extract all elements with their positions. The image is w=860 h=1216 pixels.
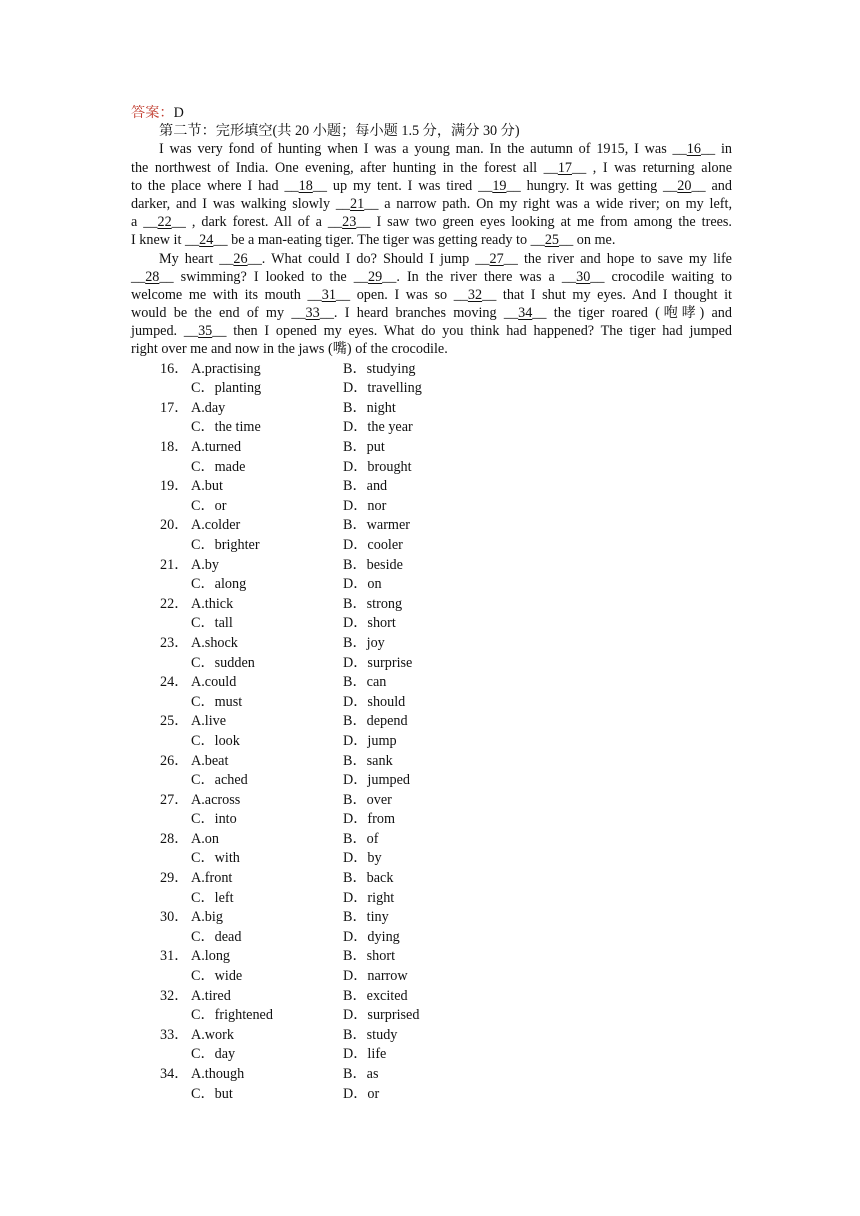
passage-text: __ , dark forest. All of a __: [171, 214, 343, 231]
option-a: A.on: [191, 830, 219, 847]
passage-line: [131, 231, 732, 249]
option-d: D．right: [343, 889, 395, 906]
option-d: D．jumped: [343, 772, 410, 789]
question-row-second: [131, 928, 732, 948]
option-c: C．must: [191, 693, 243, 710]
passage-text: welcome me with its mouth __: [131, 286, 322, 303]
question-row: [131, 830, 732, 850]
option-d: D．should: [343, 693, 406, 710]
passage-line: [131, 159, 732, 177]
option-c: C．or: [191, 497, 227, 514]
question-row: [131, 1026, 732, 1046]
option-b: B．night: [343, 399, 396, 416]
passage-line: right over me and now in the jaws (嘴) of the crocodile.: [131, 341, 448, 358]
question-row: [131, 399, 732, 419]
question-number: 18．: [160, 439, 189, 455]
option-d: D．dying: [343, 928, 400, 945]
option-a: A.day: [191, 399, 226, 416]
option-d: D．or: [343, 1085, 380, 1102]
blank-number: 23: [342, 214, 357, 231]
question-number: 32．: [160, 987, 189, 1004]
option-b: B．tiny: [343, 909, 389, 926]
question-row: [131, 516, 732, 536]
question-row-second: [131, 889, 732, 909]
question-row: [131, 634, 732, 654]
option-c: C．tall: [191, 615, 233, 632]
blank-number: 18: [298, 177, 313, 194]
passage-line: [131, 304, 732, 322]
question-number: 24．: [160, 674, 189, 691]
option-b: B．beside: [343, 556, 403, 573]
passage-text: __: [131, 268, 146, 285]
option-c: C．frightened: [191, 1007, 273, 1024]
passage-text: __ swimming? I looked to the __: [159, 268, 368, 285]
passage-text: __ up my tent. I was tired __: [312, 177, 493, 194]
question-row-second: [131, 536, 732, 556]
question-number: 33．: [160, 1026, 189, 1043]
option-a: A.by: [191, 556, 219, 573]
question-number: 17．: [160, 399, 189, 416]
option-c: C．dead: [191, 928, 242, 945]
option-c: C．brighter: [191, 536, 260, 553]
passage-line: [131, 250, 732, 268]
option-c: C．ached: [191, 772, 248, 789]
question-row: [131, 947, 732, 967]
question-number: 21．: [160, 556, 189, 573]
question-row: [131, 712, 732, 732]
option-d: D．surprised: [343, 1007, 420, 1024]
blank-number: 30: [576, 268, 591, 285]
question-number: 34．: [160, 1066, 189, 1082]
option-a: A.could: [191, 674, 237, 691]
blank-number: 24: [199, 232, 214, 249]
question-row: [131, 673, 732, 693]
answer-label: 答案：: [131, 105, 174, 121]
passage-line: [131, 177, 732, 195]
option-a: A.though: [191, 1066, 245, 1082]
option-b: B．joy: [343, 634, 385, 651]
option-d: D．by: [343, 850, 382, 867]
option-b: B．and: [343, 478, 388, 495]
option-a: A.tired: [191, 987, 231, 1004]
passage-text: __ open. I was so __: [335, 286, 468, 303]
passage-text: __. I heard branches moving __: [319, 305, 519, 322]
passage-text: __ a narrow path. On my right was a wide river; on my left,: [364, 195, 732, 212]
option-a: A.practising: [191, 360, 261, 377]
blank-number: 31: [321, 286, 336, 303]
option-a: A.thick: [191, 595, 234, 612]
passage-line: [131, 213, 732, 231]
option-a: A.across: [191, 791, 241, 808]
option-c: C．day: [191, 1046, 236, 1063]
option-d: D．from: [343, 811, 396, 828]
question-number: 26．: [160, 752, 189, 769]
blank-number: 32: [467, 286, 483, 303]
option-b: B．studying: [343, 360, 416, 377]
question-number: 30．: [160, 909, 189, 926]
passage-text: I knew it __: [131, 232, 200, 249]
option-b: B．can: [343, 674, 387, 691]
option-c: C．with: [191, 850, 240, 867]
passage-text: __ be a man-eating tiger. The tiger was getting ready to __: [213, 232, 545, 249]
question-options: [131, 360, 732, 1105]
passage-line: [131, 268, 732, 286]
option-d: D．nor: [343, 497, 387, 514]
passage-text: darker, and I was walking slowly __: [131, 195, 351, 212]
question-row-second: [131, 654, 732, 674]
question-number: 25．: [160, 713, 189, 730]
passage-line: [131, 195, 732, 213]
question-row-second: [131, 575, 732, 595]
question-row: [131, 438, 732, 458]
question-number: 31．: [160, 948, 189, 965]
blank-number: 25: [544, 232, 560, 249]
passage-text: __ hungry. It was getting __: [506, 177, 678, 194]
question-row: [131, 1065, 732, 1085]
question-row: [131, 791, 732, 811]
question-row-second: [131, 693, 732, 713]
option-a: A.colder: [191, 517, 241, 534]
passage-text: __. What could I do? Should I jump __: [247, 250, 490, 267]
passage-line: [131, 286, 732, 304]
cloze-passage: [131, 140, 732, 358]
question-row: [131, 869, 732, 889]
option-c: C．the time: [191, 419, 261, 436]
option-b: B．sank: [343, 752, 393, 769]
question-row-second: [131, 1045, 732, 1065]
option-a: A.but: [191, 478, 223, 495]
question-row: [131, 360, 732, 380]
passage-text: __ I saw two green eyes looking at me from among the trees.: [356, 214, 732, 231]
question-number: 16．: [160, 360, 189, 377]
passage-text: would be the end of my __: [131, 305, 306, 322]
question-row-second: [131, 849, 732, 869]
option-b: B．over: [343, 791, 392, 808]
blank-number: 26: [233, 250, 248, 267]
option-a: A.front: [191, 870, 233, 887]
option-a: A.beat: [191, 752, 229, 769]
passage-text: __ the tiger roared (咆哮) and: [532, 305, 732, 322]
blank-number: 17: [557, 159, 573, 176]
question-row: [131, 987, 732, 1007]
option-a: A.live: [191, 713, 227, 730]
option-b: B．strong: [343, 595, 403, 612]
option-b: B．study: [343, 1026, 398, 1043]
question-row-second: [131, 1085, 732, 1105]
passage-line: [131, 140, 732, 158]
option-d: D．jump: [343, 732, 397, 749]
passage-text: __ then I opened my eyes. What do you think had happened? The tiger had jumped: [212, 323, 732, 340]
question-number: 20．: [160, 517, 189, 534]
question-row-second: [131, 614, 732, 634]
option-a: A.shock: [191, 634, 238, 651]
question-number: 19．: [160, 478, 189, 495]
passage-text: I was very fond of hunting when I was a young man. In the autumn of 1915, I was __: [159, 141, 687, 158]
question-row-second: [131, 458, 732, 478]
passage-text: the northwest of India. One evening, after hunting in the forest all __: [131, 159, 558, 176]
option-c: C．planting: [191, 380, 262, 397]
passage-text: __. In the river there was a __: [382, 268, 577, 285]
option-b: B．depend: [343, 713, 408, 730]
passage-text: __ and: [691, 177, 732, 194]
question-row: [131, 556, 732, 576]
option-c: C．left: [191, 889, 234, 906]
question-row-second: [131, 418, 732, 438]
option-b: B．short: [343, 948, 396, 965]
question-row-second: [131, 1006, 732, 1026]
option-d: D．short: [343, 615, 396, 632]
question-row-second: [131, 379, 732, 399]
option-d: D．life: [343, 1046, 387, 1063]
document-page: [131, 104, 732, 1104]
passage-text: __ on me.: [559, 232, 616, 249]
passage-text: __ in: [700, 141, 732, 158]
question-row-second: [131, 497, 732, 517]
question-row-second: [131, 967, 732, 987]
question-number: 28．: [160, 830, 189, 847]
question-row-second: [131, 732, 732, 752]
question-number: 27．: [160, 791, 189, 808]
question-row: [131, 477, 732, 497]
answer-line: [131, 104, 732, 122]
question-row-second: [131, 810, 732, 830]
option-d: D．surprise: [343, 654, 413, 671]
option-c: C．made: [191, 458, 246, 475]
option-b: B．of: [343, 830, 379, 847]
answer-value: D: [173, 105, 184, 121]
option-a: A.turned: [191, 439, 242, 455]
option-d: D．the year: [343, 419, 413, 436]
blank-number: 16: [686, 141, 701, 158]
option-d: D．on: [343, 576, 382, 593]
question-row-second: [131, 771, 732, 791]
blank-number: 20: [677, 177, 692, 194]
option-c: C．but: [191, 1085, 233, 1102]
option-d: D．travelling: [343, 380, 422, 397]
option-b: B．back: [343, 870, 394, 887]
option-c: C．into: [191, 811, 237, 828]
blank-number: 21: [350, 195, 365, 212]
option-c: C．wide: [191, 968, 243, 985]
passage-text: jumped. __: [131, 323, 199, 340]
question-row: [131, 908, 732, 928]
option-c: C．sudden: [191, 654, 255, 671]
option-c: C．look: [191, 732, 240, 749]
blank-number: 28: [145, 268, 160, 285]
option-b: B．excited: [343, 987, 408, 1004]
question-row: [131, 752, 732, 772]
option-d: D．narrow: [343, 968, 408, 985]
option-a: A.long: [191, 948, 231, 965]
option-b: B．put: [343, 439, 385, 455]
blank-number: 35: [198, 323, 213, 340]
passage-text: My heart __: [159, 250, 234, 267]
question-row: [131, 595, 732, 615]
blank-number: 19: [492, 177, 507, 194]
passage-text: __ crocodile waiting to: [590, 268, 732, 285]
option-d: D．cooler: [343, 536, 403, 553]
blank-number: 34: [518, 305, 533, 322]
option-d: D．brought: [343, 458, 412, 475]
passage-text: a __: [131, 214, 158, 231]
section-title: 第二节：完形填空(共 20 小题；每小题 1.5 分，满分 30 分): [159, 123, 520, 140]
option-a: A.big: [191, 909, 223, 926]
blank-number: 29: [367, 268, 383, 285]
passage-text: to the place where I had __: [131, 177, 299, 194]
question-number: 29．: [160, 870, 189, 887]
question-number: 22．: [160, 595, 189, 612]
option-b: B．warmer: [343, 517, 410, 534]
passage-text: __ that I shut my eyes. And I thought it: [482, 286, 732, 303]
blank-number: 33: [305, 305, 320, 322]
blank-number: 22: [157, 214, 172, 231]
option-c: C．along: [191, 576, 247, 593]
passage-line: [131, 322, 732, 340]
passage-text: __ , I was returning alone: [572, 159, 732, 176]
passage-text: __ the river and hope to save my life: [503, 250, 732, 267]
question-number: 23．: [160, 634, 189, 651]
blank-number: 27: [489, 250, 504, 267]
option-a: A.work: [191, 1026, 234, 1043]
option-b: B．as: [343, 1066, 379, 1082]
